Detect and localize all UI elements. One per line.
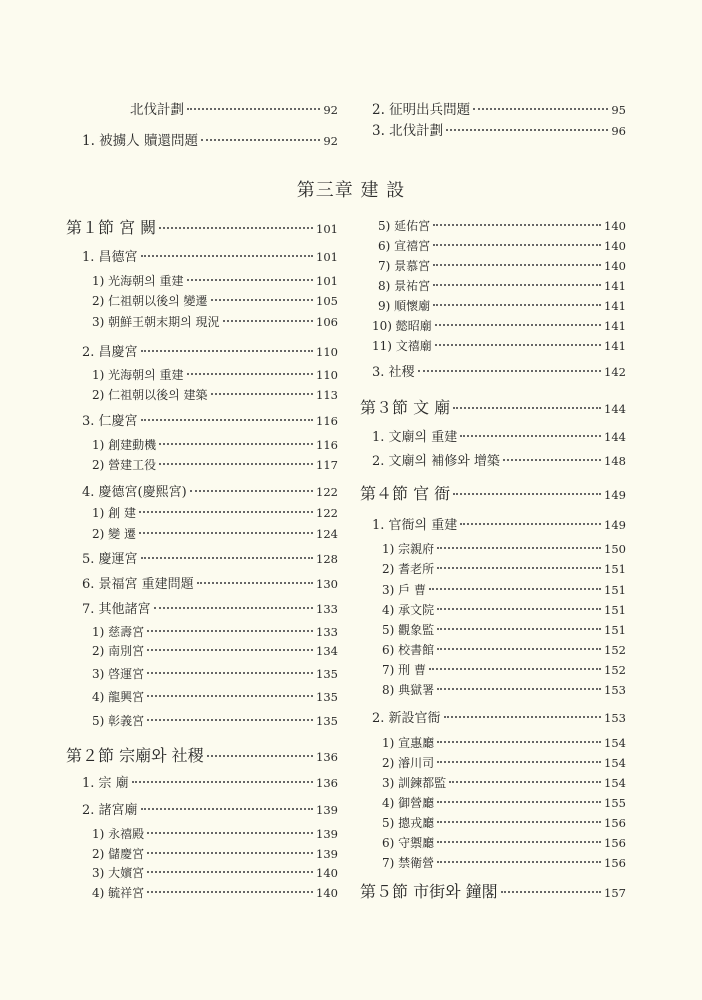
dot-leader <box>211 393 314 395</box>
dot-leader <box>154 607 314 609</box>
toc-entry-page: 140 <box>604 239 626 253</box>
toc-entry-page: 142 <box>604 365 626 379</box>
dot-leader <box>449 781 601 783</box>
toc-entry-s1-3-1 <box>92 439 338 452</box>
toc-entry-page: 154 <box>604 776 626 790</box>
toc-entry-page: 150 <box>604 542 626 556</box>
toc-entry-title: 1) 永禧殿 <box>92 827 145 841</box>
dot-leader <box>223 320 314 322</box>
toc-entry-s2-2-3 <box>92 867 338 880</box>
dot-leader <box>437 567 601 569</box>
toc-entry-page: 135 <box>316 714 338 728</box>
toc-entry-s4-1-7 <box>382 664 626 677</box>
toc-entry-s4-1-1 <box>382 543 626 556</box>
toc-entry-title: 3) 大嬪宮 <box>92 866 145 880</box>
toc-entry-top-right-2 <box>372 125 626 139</box>
dot-leader <box>437 801 601 803</box>
toc-entry-title: 2. 征明出兵問題 <box>372 102 471 118</box>
toc-entry-title: 3) 啓運宮 <box>92 667 145 681</box>
dot-leader <box>437 821 601 823</box>
toc-entry-title: 2. 文廟의 補修와 增築 <box>372 454 500 469</box>
toc-entry-title: 5. 慶運宮 <box>82 552 138 567</box>
toc-entry-page: 141 <box>604 339 626 353</box>
toc-entry-title: 4. 慶德宮(慶熙宮) <box>82 485 187 500</box>
toc-entry-s2-2-7 <box>378 260 626 273</box>
toc-entry-title: 1) 光海朝의 重建 <box>92 274 184 288</box>
dot-leader <box>437 841 601 843</box>
toc-entry-title: 第５節 市街와 鐘閣 <box>360 882 498 901</box>
dot-leader <box>187 373 314 375</box>
toc-entry-page: 96 <box>611 124 626 138</box>
dot-leader <box>433 244 601 246</box>
toc-entry-s4-2 <box>372 712 626 725</box>
toc-entry-s4-2-6 <box>382 837 626 850</box>
toc-entry-page: 95 <box>611 103 626 117</box>
toc-entry-page: 110 <box>316 368 338 382</box>
toc-entry-title: 1) 創建動機 <box>92 438 157 452</box>
toc-entry-page: 122 <box>316 485 338 499</box>
dot-leader <box>147 891 313 893</box>
toc-entry-page: 140 <box>604 219 626 233</box>
dot-leader <box>141 255 314 257</box>
toc-entry-title: 7. 其他諸宮 <box>82 602 151 617</box>
toc-entry-s4-1-3 <box>382 584 626 597</box>
toc-entry-s3-2 <box>372 455 626 468</box>
toc-entry-page: 92 <box>323 134 338 148</box>
toc-entry-s1-2 <box>82 346 338 359</box>
toc-entry-title: 6. 景福宮 重建問題 <box>82 577 194 592</box>
toc-entry-title: 3) 朝鮮王朝末期의 現況 <box>92 315 220 329</box>
toc-entry-page: 155 <box>604 796 626 810</box>
toc-entry-title: 10) 懿昭廟 <box>372 319 432 333</box>
toc-entry-s1-4 <box>82 486 338 499</box>
toc-entry-s2-2-11 <box>372 340 626 353</box>
toc-entry-s4-1-5 <box>382 624 626 637</box>
toc-entry-page: 151 <box>604 583 626 597</box>
toc-entry-s4 <box>360 486 626 502</box>
toc-entry-title: 2) 仁祖朝以後의 建築 <box>92 388 208 402</box>
dot-leader <box>435 324 601 326</box>
toc-entry-page: 139 <box>316 847 338 861</box>
dot-leader <box>147 695 313 697</box>
dot-leader <box>211 299 314 301</box>
dot-leader <box>437 861 601 863</box>
toc-entry-page: 139 <box>316 803 338 817</box>
toc-entry-page: 134 <box>316 644 338 658</box>
toc-entry-page: 140 <box>316 886 338 900</box>
toc-entry-title: 6) 校書館 <box>382 643 435 657</box>
dot-leader <box>190 490 313 492</box>
dot-leader <box>141 557 314 559</box>
toc-entry-title: 第４節 官 衙 <box>360 484 451 503</box>
toc-entry-s2-2-10 <box>372 320 626 333</box>
toc-entry-page: 141 <box>604 299 626 313</box>
toc-entry-top-right-1 <box>372 104 626 118</box>
toc-entry-s2-1 <box>82 777 338 790</box>
toc-entry-page: 140 <box>316 866 338 880</box>
toc-entry-s2-3 <box>372 366 626 379</box>
toc-entry-s1-7-2 <box>92 645 338 658</box>
dot-leader <box>437 648 601 650</box>
toc-entry-s2-2-2 <box>92 848 338 861</box>
toc-entry-s4-1-8 <box>382 684 626 697</box>
toc-entry-page: 152 <box>604 663 626 677</box>
dot-leader <box>437 547 601 549</box>
toc-entry-title: 1) 光海朝의 重建 <box>92 368 184 382</box>
toc-entry-page: 113 <box>316 388 338 402</box>
dot-leader <box>147 719 313 721</box>
toc-entry-page: 157 <box>604 886 626 900</box>
dot-leader <box>147 672 313 674</box>
toc-entry-title: 3) 訓鍊都監 <box>382 776 447 790</box>
dot-leader <box>159 463 313 465</box>
toc-entry-s4-1-6 <box>382 644 626 657</box>
toc-entry-s3 <box>360 400 626 416</box>
toc-entry-page: 135 <box>316 667 338 681</box>
toc-entry-title: 2. 新設官衙 <box>372 711 441 726</box>
dot-leader <box>460 523 601 525</box>
toc-entry-page: 140 <box>604 259 626 273</box>
toc-entry-page: 117 <box>316 458 338 472</box>
toc-entry-title: 2) 營建工役 <box>92 458 157 472</box>
toc-entry-s4-1 <box>372 519 626 532</box>
dot-leader <box>187 108 320 110</box>
dot-leader <box>132 781 313 783</box>
toc-entry-title: 2) 南別宮 <box>92 644 145 658</box>
toc-entry-s2-2-9 <box>378 300 626 313</box>
toc-entry-title: 3. 仁慶宮 <box>82 414 138 429</box>
dot-leader <box>429 588 601 590</box>
dot-leader <box>460 435 601 437</box>
toc-entry-page: 136 <box>316 750 338 764</box>
toc-entry-s1-6 <box>82 578 338 591</box>
toc-entry-title: 2) 耆老所 <box>382 562 435 576</box>
toc-entry-s4-2-7 <box>382 857 626 870</box>
toc-entry-title: 2) 變 遷 <box>92 527 136 541</box>
toc-entry-s1-7-3 <box>92 668 338 681</box>
dot-leader <box>433 264 601 266</box>
dot-leader <box>147 630 313 632</box>
toc-entry-s1-2-1 <box>92 369 338 382</box>
dot-leader <box>433 304 601 306</box>
toc-entry-s2-2-6 <box>378 240 626 253</box>
toc-entry-s4-2-2 <box>382 757 626 770</box>
toc-entry-page: 128 <box>316 552 338 566</box>
toc-entry-title: 北伐計劃 <box>130 102 184 118</box>
toc-entry-s1-7-4 <box>92 691 338 704</box>
toc-entry-title: 6) 守禦廳 <box>382 836 435 850</box>
toc-entry-s5 <box>360 884 626 900</box>
toc-entry-title: 第３節 文 廟 <box>360 398 451 417</box>
toc-entry-page: 148 <box>604 454 626 468</box>
toc-entry-title: 1) 宣惠廳 <box>382 736 435 750</box>
toc-entry-title: 4) 毓祥宮 <box>92 886 145 900</box>
toc-entry-s2-2-1 <box>92 828 338 841</box>
toc-entry-title: 1) 創 建 <box>92 506 136 520</box>
toc-entry-page: 141 <box>604 319 626 333</box>
dot-leader <box>139 511 313 513</box>
toc-entry-title: 5) 觀象監 <box>382 623 435 637</box>
dot-leader <box>159 227 313 229</box>
toc-entry-title: 第１節 宮 闕 <box>66 218 157 237</box>
dot-leader <box>437 688 601 690</box>
toc-entry-page: 139 <box>316 827 338 841</box>
toc-entry-page: 153 <box>604 683 626 697</box>
toc-entry-s4-2-3 <box>382 777 626 790</box>
dot-leader <box>437 608 601 610</box>
toc-entry-title: 4) 承文院 <box>382 603 435 617</box>
toc-entry-s1-1-1 <box>92 275 338 288</box>
toc-entry-title: 2) 儲慶宮 <box>92 847 145 861</box>
dot-leader <box>141 350 314 352</box>
dot-leader <box>197 582 313 584</box>
toc-entry-title: 1. 被擄人 贖還問題 <box>82 133 198 149</box>
toc-entry-s4-1-4 <box>382 604 626 617</box>
dot-leader <box>187 279 314 281</box>
dot-leader <box>201 139 320 141</box>
toc-entry-page: 151 <box>604 623 626 637</box>
toc-entry-page: 101 <box>316 222 338 236</box>
toc-entry-page: 149 <box>604 488 626 502</box>
dot-leader <box>437 741 601 743</box>
toc-entry-page: 133 <box>316 602 338 616</box>
dot-leader <box>446 129 608 131</box>
dot-leader <box>501 891 601 893</box>
toc-entry-s1-7 <box>82 603 338 616</box>
toc-entry-page: 153 <box>604 711 626 725</box>
toc-entry-page: 133 <box>316 625 338 639</box>
toc-entry-page: 154 <box>604 736 626 750</box>
toc-entry-page: 156 <box>604 856 626 870</box>
toc-entry-title: 1. 宗 廟 <box>82 776 129 791</box>
toc-entry-title: 7) 禁衛營 <box>382 856 435 870</box>
toc-entry-page: 130 <box>316 577 338 591</box>
toc-entry-page: 156 <box>604 836 626 850</box>
dot-leader <box>473 108 608 110</box>
toc-entry-title: 4) 龍興宮 <box>92 690 145 704</box>
toc-entry-page: 151 <box>604 603 626 617</box>
dot-leader <box>453 407 601 409</box>
toc-entry-s2-2-8 <box>378 280 626 293</box>
toc-entry-title: 1) 宗親府 <box>382 542 435 556</box>
dot-leader <box>435 344 601 346</box>
dot-leader <box>433 284 601 286</box>
toc-entry-title: 2) 仁祖朝以後의 變遷 <box>92 294 208 308</box>
toc-entry-s1-7-5 <box>92 715 338 728</box>
toc-entry-title: 7) 刑 曹 <box>382 663 426 677</box>
toc-entry-title: 3) 戶 曹 <box>382 583 426 597</box>
toc-entry-title: 3. 北伐計劃 <box>372 123 444 139</box>
dot-leader <box>139 532 313 534</box>
toc-entry-top-left-2 <box>82 135 338 149</box>
toc-entry-page: 122 <box>316 506 338 520</box>
toc-entry-title: 6) 宣禧宮 <box>378 239 431 253</box>
dot-leader <box>437 628 601 630</box>
toc-entry-s2-2-5 <box>378 220 626 233</box>
toc-entry-s1-3-2 <box>92 459 338 472</box>
toc-entry-title: 1) 慈壽宮 <box>92 625 145 639</box>
toc-entry-s1-5 <box>82 553 338 566</box>
toc-entry-page: 124 <box>316 527 338 541</box>
dot-leader <box>418 370 602 372</box>
dot-leader <box>503 459 601 461</box>
toc-entry-title: 2. 諸宮廟 <box>82 803 138 818</box>
toc-entry-title: 4) 御營廳 <box>382 796 435 810</box>
dot-leader <box>433 224 601 226</box>
toc-entry-page: 135 <box>316 690 338 704</box>
toc-entry-s1-4-1 <box>92 507 338 520</box>
toc-entry-title: 2. 昌慶宮 <box>82 345 138 360</box>
toc-entry-page: 92 <box>323 103 338 117</box>
dot-leader <box>147 871 313 873</box>
dot-leader <box>147 852 313 854</box>
dot-leader <box>147 832 313 834</box>
toc-entry-page: 152 <box>604 643 626 657</box>
dot-leader <box>207 755 313 757</box>
toc-entry-title: 第２節 宗廟와 社稷 <box>66 746 204 765</box>
toc-entry-s1 <box>66 220 338 236</box>
toc-entry-page: 116 <box>316 414 338 428</box>
toc-entry-page: 101 <box>316 274 338 288</box>
toc-entry-page: 110 <box>316 345 338 359</box>
toc-entry-title: 9) 順懷廟 <box>378 299 431 313</box>
dot-leader <box>147 649 313 651</box>
toc-entry-page: 154 <box>604 756 626 770</box>
dot-leader <box>141 419 314 421</box>
toc-entry-s4-2-5 <box>382 817 626 830</box>
dot-leader <box>453 493 601 495</box>
toc-entry-s2 <box>66 748 338 764</box>
toc-entry-title: 1. 文廟의 重建 <box>372 430 458 445</box>
dot-leader <box>429 668 601 670</box>
toc-entry-s1-1 <box>82 251 338 264</box>
toc-entry-s4-2-4 <box>382 797 626 810</box>
toc-entry-s1-4-2 <box>92 528 338 541</box>
toc-entry-page: 141 <box>604 279 626 293</box>
toc-entry-s4-1-2 <box>382 563 626 576</box>
toc-entry-s1-1-2 <box>92 295 338 308</box>
toc-entry-title: 5) 延佑宮 <box>378 219 431 233</box>
toc-entry-page: 106 <box>316 315 338 329</box>
toc-entry-s3-1 <box>372 431 626 444</box>
toc-entry-page: 149 <box>604 518 626 532</box>
dot-leader <box>141 808 314 810</box>
toc-entry-page: 144 <box>604 402 626 416</box>
dot-leader <box>444 716 602 718</box>
toc-entry-page: 156 <box>604 816 626 830</box>
toc-entry-s2-2 <box>82 804 338 817</box>
dot-leader <box>437 761 601 763</box>
toc-entry-s1-7-1 <box>92 626 338 639</box>
dot-leader <box>159 443 313 445</box>
toc-entry-title: 5) 摠戎廳 <box>382 816 435 830</box>
toc-entry-page: 151 <box>604 562 626 576</box>
toc-entry-page: 101 <box>316 250 338 264</box>
toc-entry-page: 144 <box>604 430 626 444</box>
toc-entry-title: 5) 彰義宮 <box>92 714 145 728</box>
toc-entry-s1-1-3 <box>92 316 338 329</box>
toc-entry-page: 136 <box>316 776 338 790</box>
toc-entry-title: 7) 景慕宮 <box>378 259 431 273</box>
toc-entry-s4-2-1 <box>382 737 626 750</box>
toc-entry-top-left-1 <box>130 104 338 118</box>
toc-entry-page: 116 <box>316 438 338 452</box>
toc-entry-s2-2-4 <box>92 887 338 900</box>
toc-entry-s1-2-2 <box>92 389 338 402</box>
toc-entry-page: 105 <box>316 294 338 308</box>
toc-entry-title: 1. 昌德宮 <box>82 250 138 265</box>
toc-entry-title: 8) 景祐宮 <box>378 279 431 293</box>
toc-entry-title: 8) 典獄署 <box>382 683 435 697</box>
toc-entry-title: 3. 社稷 <box>372 365 415 380</box>
toc-entry-title: 1. 官衙의 重建 <box>372 518 458 533</box>
chapter-title: 第三章 建 設 <box>296 180 406 201</box>
toc-entry-title: 11) 文禧廟 <box>372 339 432 353</box>
toc-entry-title: 2) 濬川司 <box>382 756 435 770</box>
toc-entry-s1-3 <box>82 415 338 428</box>
